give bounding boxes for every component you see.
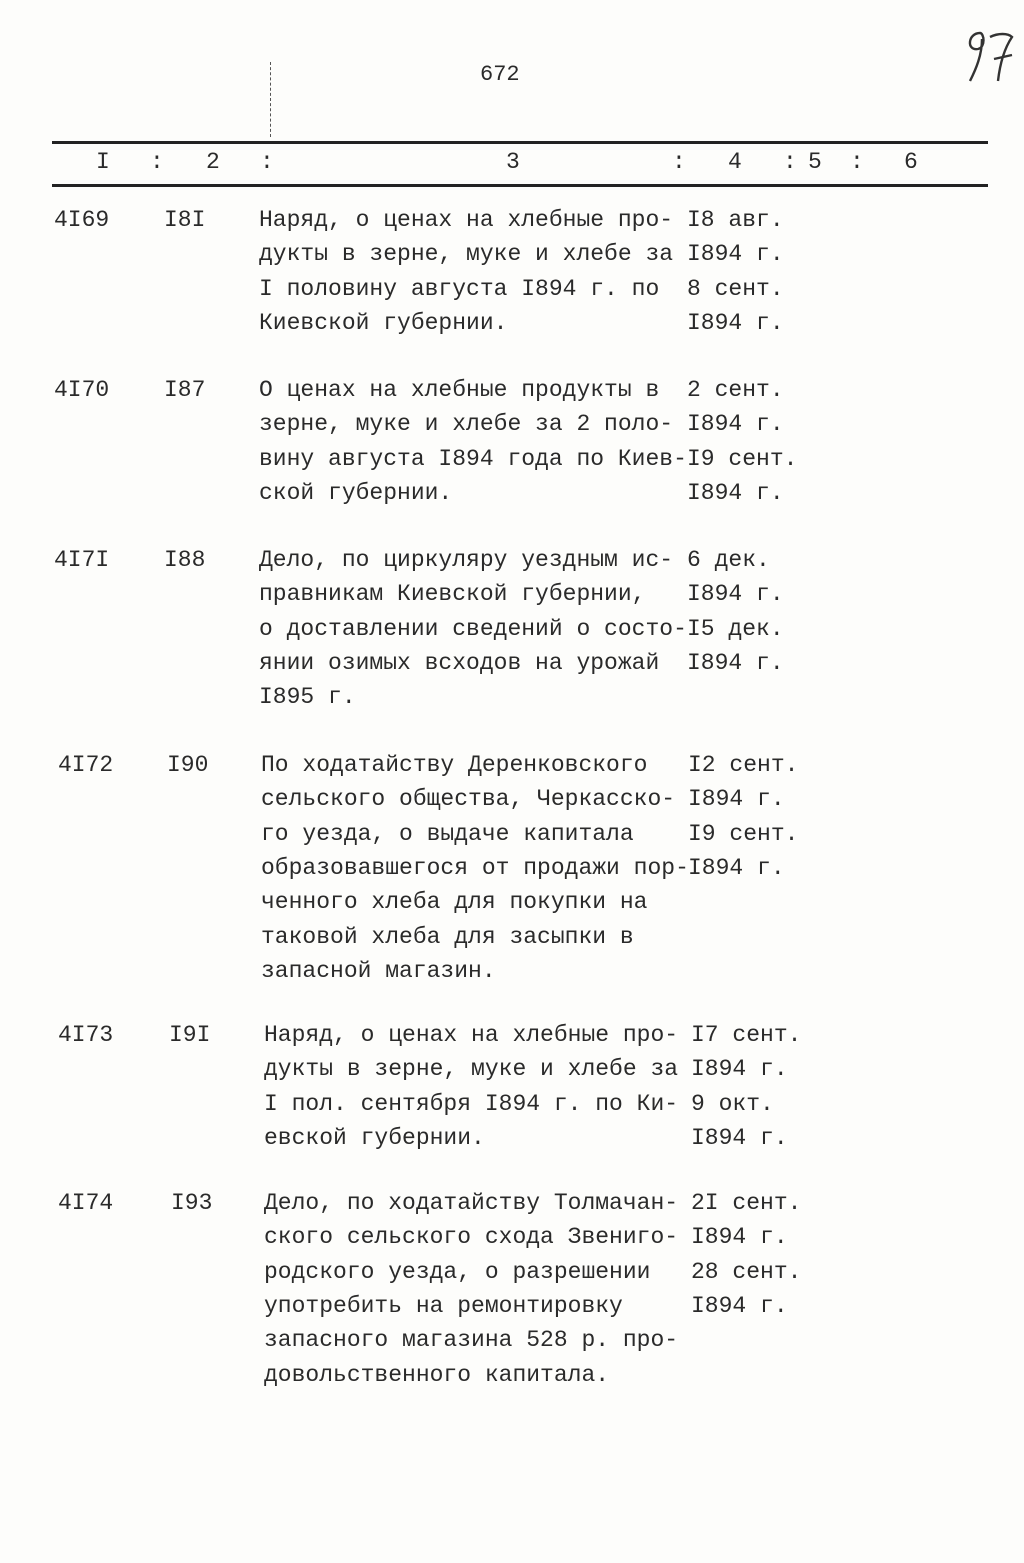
- description-line: родского уезда, о разрешении: [264, 1258, 651, 1285]
- header-top-rule: [52, 141, 988, 144]
- handwritten-folio-number: [960, 25, 1016, 90]
- column-header: 3: [506, 149, 520, 175]
- sheet-number: I93: [171, 1190, 213, 1216]
- description-line: Дело, по циркуляру уездным ис-: [259, 547, 674, 573]
- description-line: Наряд, о ценах на хлебные про-: [264, 1022, 679, 1048]
- sheet-number: I88: [164, 547, 206, 573]
- date-line: I894 г.: [691, 1292, 788, 1319]
- column-header: 2: [206, 149, 220, 175]
- description-line: запасной магазин.: [261, 957, 496, 984]
- column-header: 6: [904, 149, 918, 175]
- date-line: 8 сент.: [687, 275, 784, 302]
- entry-number: 4I73: [58, 1022, 114, 1048]
- description-line: I пол. сентября I894 г. по Ки-: [264, 1090, 679, 1117]
- description-line: го уезда, о выдаче капитала: [261, 820, 634, 847]
- description-line: вину августа I894 года по Киев-: [259, 445, 687, 472]
- description-line: янии озимых всходов на урожай: [259, 649, 660, 676]
- description-line: таковой хлеба для засыпки в: [261, 923, 634, 950]
- date-line: I7 сент.: [691, 1022, 802, 1048]
- column-separator: :: [260, 149, 274, 175]
- page-number: 672: [480, 62, 520, 87]
- sheet-number: I9I: [169, 1022, 211, 1048]
- description-line: сельского общества, Черкасско-: [261, 786, 676, 813]
- sheet-number: I87: [164, 377, 206, 403]
- date-line: I894 г.: [688, 786, 785, 813]
- column-header: 5: [808, 149, 822, 175]
- date-line: I894 г.: [687, 649, 784, 676]
- date-line: 2I сент.: [691, 1190, 802, 1216]
- description-line: I895 г.: [259, 684, 356, 711]
- header-bottom-rule: [52, 184, 988, 187]
- column-separator: :: [783, 149, 797, 175]
- date-line: I894 г.: [687, 309, 784, 336]
- entry-number: 4I69: [54, 207, 110, 233]
- date-line: 6 дек.: [687, 547, 770, 573]
- date-line: I894 г.: [691, 1224, 788, 1251]
- description-line: Дело, по ходатайству Толмачан-: [264, 1190, 679, 1216]
- date-line: I894 г.: [687, 241, 784, 268]
- description-line: евской губернии.: [264, 1124, 485, 1151]
- date-line: I894 г.: [688, 854, 785, 881]
- description-line: Киевской губернии.: [259, 309, 508, 336]
- column-separator: :: [150, 149, 164, 175]
- column-separator: :: [850, 149, 864, 175]
- description-line: О ценах на хлебные продукты в: [259, 377, 660, 403]
- entry-number: 4I70: [54, 377, 110, 403]
- description-line: довольственного капитала.: [264, 1361, 610, 1388]
- date-line: 2 сент.: [687, 377, 784, 403]
- date-line: I5 дек.: [687, 615, 784, 642]
- description-line: дукты в зерне, муке и хлебе за: [264, 1056, 679, 1083]
- entry-number: 4I72: [58, 752, 114, 778]
- date-line: I9 сент.: [688, 820, 799, 847]
- date-line: 28 сент.: [691, 1258, 802, 1285]
- date-line: I894 г.: [687, 581, 784, 608]
- description-line: о доставлении сведений о состо-: [259, 615, 687, 642]
- description-line: I половину августа I894 г. по: [259, 275, 660, 302]
- description-line: употребить на ремонтировку: [264, 1292, 623, 1319]
- date-line: I2 сент.: [688, 752, 799, 778]
- description-line: запасного магазина 528 р. про-: [264, 1327, 679, 1354]
- date-line: I894 г.: [691, 1124, 788, 1151]
- entry-number: 4I74: [58, 1190, 114, 1216]
- sheet-number: I90: [167, 752, 209, 778]
- description-line: образовавшегося от продажи пор-: [261, 854, 689, 881]
- description-line: ского сельского схода Звениго-: [264, 1224, 679, 1251]
- entry-number: 4I7I: [54, 547, 110, 573]
- margin-mark: [270, 62, 272, 137]
- column-separator: :: [672, 149, 686, 175]
- description-line: правникам Киевской губернии,: [259, 581, 646, 608]
- date-line: I9 сент.: [687, 445, 798, 472]
- date-line: I894 г.: [687, 479, 784, 506]
- description-line: ченного хлеба для покупки на: [261, 889, 648, 916]
- date-line: I894 г.: [691, 1056, 788, 1083]
- column-header: 4: [728, 149, 742, 175]
- description-line: ской губернии.: [259, 479, 453, 506]
- date-line: I894 г.: [687, 411, 784, 438]
- description-line: По ходатайству Деренковского: [261, 752, 648, 778]
- description-line: Наряд, о ценах на хлебные про-: [259, 207, 674, 233]
- description-line: зерне, муке и хлебе за 2 поло-: [259, 411, 674, 438]
- sheet-number: I8I: [164, 207, 206, 233]
- description-line: дукты в зерне, муке и хлебе за: [259, 241, 674, 268]
- date-line: I8 авг.: [687, 207, 784, 233]
- date-line: 9 окт.: [691, 1090, 774, 1117]
- column-header: I: [96, 149, 110, 175]
